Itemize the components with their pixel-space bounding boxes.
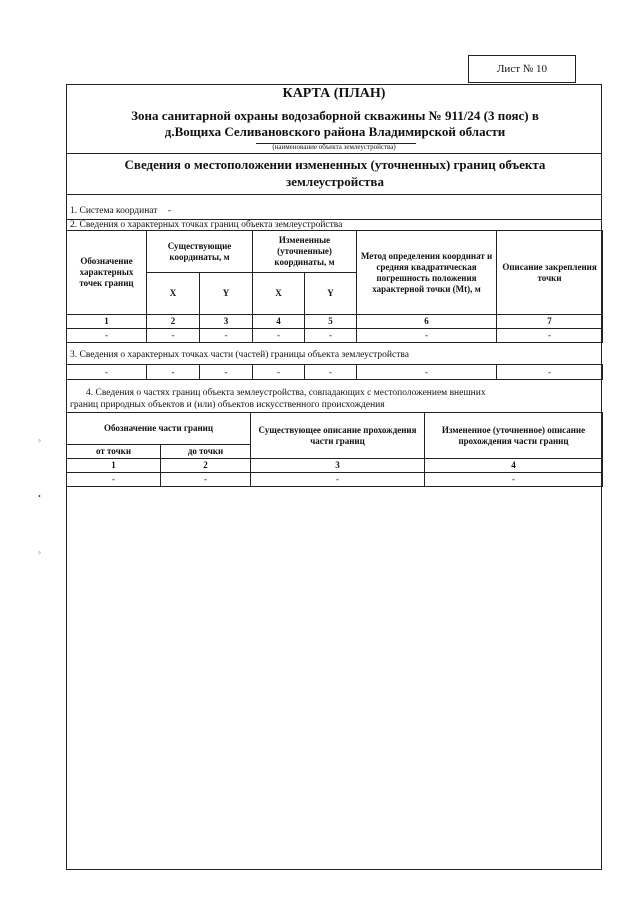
table-cell: - — [67, 329, 147, 343]
table-row — [67, 473, 603, 487]
table-row — [67, 365, 603, 380]
object-caption: (наименование объекта землеустройства) — [272, 143, 396, 151]
natural-objects-label-line1: 4. Сведения о частях границ объекта землеустройства, совпадающих с местоположением внешних — [86, 388, 486, 398]
column-number-row — [67, 315, 603, 329]
part-points-table — [66, 364, 603, 380]
header-changed-description: Измененное (уточненное) описание прохождения части границ — [425, 413, 603, 459]
header-existing-x: X — [147, 273, 200, 315]
header-part-designation: Обозначение части границ — [67, 413, 251, 445]
column-number: 4 — [425, 459, 603, 473]
section-divider — [66, 194, 602, 195]
coordinate-system-label: 1. Система координат — [70, 206, 158, 216]
column-number: 5 — [305, 315, 357, 329]
section-heading-line1: Сведения о местоположении измененных (уточненных) границ объекта — [124, 157, 546, 172]
part-points-label: 3. Сведения о характерных точках части (частей) границы объекта землеустройства — [70, 350, 409, 360]
boundary-points-label: 2. Сведения о характерных точках границ объекта землеустройства — [70, 220, 343, 230]
table-cell: - — [497, 329, 603, 343]
coordinate-system-row — [70, 206, 171, 216]
table-cell: - — [305, 365, 357, 380]
column-number: 1 — [67, 315, 147, 329]
header-from-point: от точки — [67, 445, 161, 459]
boundary-parts-table — [66, 412, 603, 487]
map-title: КАРТА (ПЛАН) — [282, 86, 386, 101]
header-existing-y: Y — [200, 273, 253, 315]
table-cell: - — [161, 473, 251, 487]
table-cell: - — [200, 365, 253, 380]
table-cell: - — [425, 473, 603, 487]
column-number: 2 — [161, 459, 251, 473]
header-to-point: до точки — [161, 445, 251, 459]
table-cell: - — [357, 329, 497, 343]
header-changed-coordinates: Измененные (уточненные) координаты, м — [253, 231, 357, 273]
header-changed-y: Y — [305, 273, 357, 315]
column-number: 7 — [497, 315, 603, 329]
column-number: 4 — [253, 315, 305, 329]
table-cell: - — [253, 365, 305, 380]
table-row — [67, 329, 603, 343]
table-cell: - — [251, 473, 425, 487]
section-heading-line2: землеустройства — [286, 174, 384, 189]
table-cell: - — [497, 365, 603, 380]
table-cell: - — [357, 365, 497, 380]
column-number: 3 — [251, 459, 425, 473]
table-cell: - — [147, 329, 200, 343]
header-divider — [66, 153, 602, 154]
table-cell: - — [147, 365, 200, 380]
header-point-designation: Обозначение характерных точек границ — [67, 231, 147, 315]
scan-mark: ◦ — [38, 436, 41, 445]
object-title-line2: д.Вощиха Селивановского района Владимирской области — [164, 124, 506, 139]
header-fixing-description: Описание закрепления точки — [497, 231, 603, 315]
header-existing-coordinates: Существующие координаты, м — [147, 231, 253, 273]
table-cell: - — [67, 473, 161, 487]
object-title — [70, 108, 600, 140]
scan-mark: ◦ — [38, 548, 41, 557]
table-cell: - — [67, 365, 147, 380]
table-cell: - — [305, 329, 357, 343]
scan-mark: • — [38, 492, 41, 501]
object-title-line1: Зона санитарной охраны водозаборной скважины № 911/24 (3 пояс) в — [131, 108, 539, 123]
header-changed-x: X — [253, 273, 305, 315]
boundary-points-table — [66, 230, 603, 343]
section-heading — [70, 156, 600, 190]
column-number: 2 — [147, 315, 200, 329]
natural-objects-label-line2: границ природных объектов и (или) объектов искусственного происхождения — [70, 400, 385, 410]
column-number: 6 — [357, 315, 497, 329]
column-number: 1 — [67, 459, 161, 473]
column-number: 3 — [200, 315, 253, 329]
coordinate-system-value: - — [167, 206, 171, 216]
header-existing-description: Существующее описание прохождения части границ — [251, 413, 425, 459]
table-cell: - — [200, 329, 253, 343]
table-cell: - — [253, 329, 305, 343]
header-method: Метод определения координат и средняя квадратическая погрешность положения характерной точки (Mt), м — [357, 231, 497, 315]
column-number-row — [67, 459, 603, 473]
sheet-number: Лист № 10 — [468, 55, 576, 83]
